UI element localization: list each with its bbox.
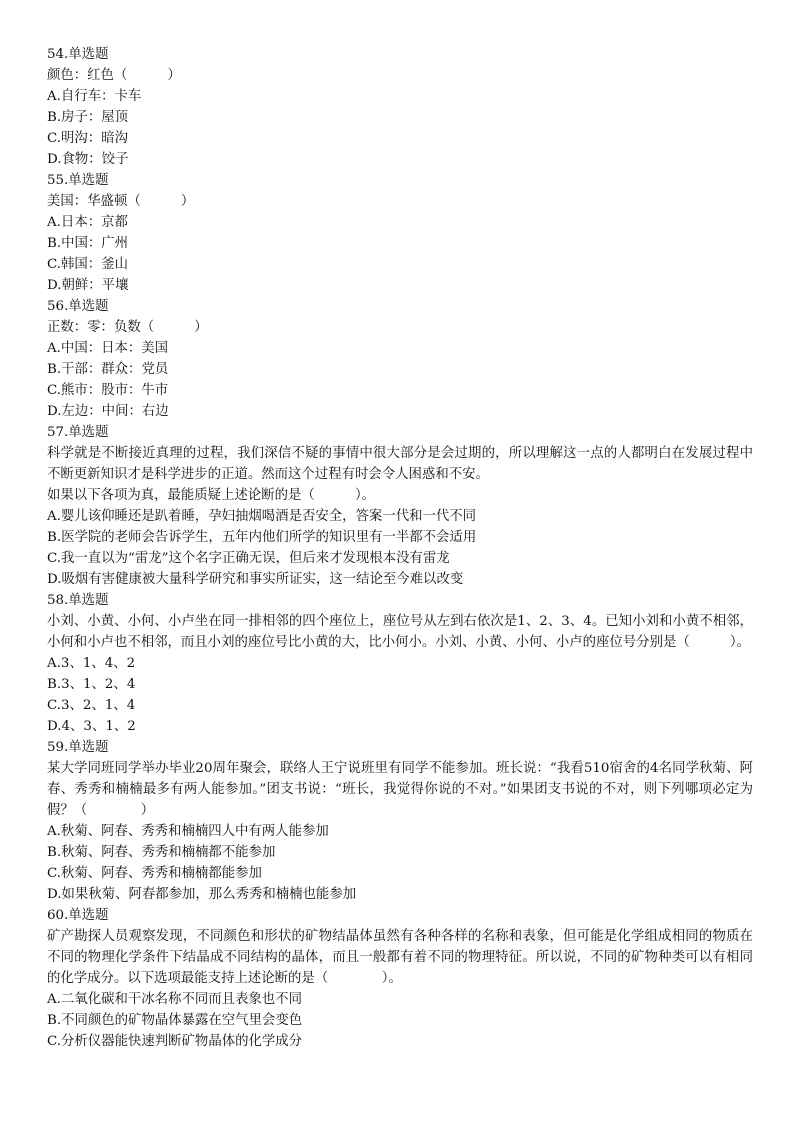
option-d: D.食物：饺子 (47, 152, 129, 167)
option-a: A.秋菊、阿春、秀秀和楠楠四人中有两人能参加 (47, 824, 329, 839)
option-d: D.如果秋菊、阿春都参加，那么秀秀和楠楠也能参加 (47, 887, 357, 902)
question-stem: 矿产勘探人员观察发现，不同颜色和形状的矿物结晶体虽然有各种各样的名称和表象，但可能是化学组成相同的物质在不同的物理化学条件下结晶成不同结构的晶体，而且一般都有着不同的物理特征。所以说，不同的矿物种类可以有相同的化学成分。以下选项最能支持上述论断的是（ ）。 (47, 929, 753, 986)
option-c: C.秋菊、阿春、秀秀和楠楠都能参加 (47, 866, 262, 881)
question-57 (47, 422, 753, 590)
question-56 (47, 296, 753, 422)
question-stem: 某大学同班同学举办毕业20周年聚会，联络人王宁说班里有同学不能参加。班长说：“我看510宿舍的4名同学秋菊、阿春、秀秀和楠楠最多有两人能参加。”团支书说：“班长，我觉得你说的不对。”如果团支书说的不对，则下列哪项必定为假？（ ） (47, 761, 753, 818)
question-header: 56.单选题 (47, 299, 109, 314)
option-d: D.左边：中间：右边 (47, 404, 169, 419)
option-b: B.3、1、2、4 (47, 677, 136, 692)
option-b: B.干部：群众：党员 (47, 362, 169, 377)
option-c: C.我一直以为“雷龙”这个名字正确无误，但后来才发现根本没有雷龙 (47, 551, 450, 566)
option-a: A.日本：京都 (47, 215, 128, 230)
option-c: C.明沟：暗沟 (47, 131, 128, 146)
question-prompt: 如果以下各项为真，最能质疑上述论断的是（ ）。 (47, 488, 376, 503)
question-header: 55.单选题 (47, 173, 109, 188)
question-stem: 正数：零：负数（ ） (47, 320, 208, 335)
option-d: D.4、3、1、2 (47, 719, 136, 734)
option-c: C.3、2、1、4 (47, 698, 136, 713)
question-stem: 小刘、小黄、小何、小卢坐在同一排相邻的四个座位上，座位号从左到右依次是1、2、3、4。已知小刘和小黄不相邻，小何和小卢也不相邻，而且小刘的座位号比小黄的大，比小何小。小刘、小黄、小何、小卢的座位号分别是（ ）。 (47, 614, 753, 650)
option-a: A.中国：日本：美国 (47, 341, 169, 356)
option-a: A.自行车：卡车 (47, 89, 142, 104)
option-b: B.中国：广州 (47, 236, 129, 251)
question-59 (47, 737, 753, 905)
question-54 (47, 44, 753, 170)
option-c: C.韩国：釜山 (47, 257, 128, 272)
option-a: A.二氧化碳和干冰名称不同而且表象也不同 (47, 992, 302, 1007)
question-58 (47, 590, 753, 737)
question-header: 60.单选题 (47, 908, 109, 923)
option-b: B.房子：屋顶 (47, 110, 129, 125)
question-stem: 美国：华盛顿（ ） (47, 194, 195, 209)
option-c: C.分析仪器能快速判断矿物晶体的化学成分 (47, 1034, 303, 1049)
question-header: 58.单选题 (47, 593, 109, 608)
option-d: D.朝鲜：平壤 (47, 278, 129, 293)
option-b: B.秋菊、阿春、秀秀和楠楠都不能参加 (47, 845, 276, 860)
question-stem: 颜色：红色（ ） (47, 68, 181, 83)
question-55 (47, 170, 753, 296)
question-60 (47, 905, 753, 1052)
option-b: B.不同颜色的矿物晶体暴露在空气里会变色 (47, 1013, 303, 1028)
question-header: 57.单选题 (47, 425, 109, 440)
option-c: C.熊市：股市：牛市 (47, 383, 169, 398)
question-stem: 科学就是不断接近真理的过程，我们深信不疑的事情中很大部分是会过期的，所以理解这一点的人都明白在发展过程中不断更新知识才是科学进步的正道。然而这个过程有时会令人困惑和不安。 (47, 446, 753, 482)
option-a: A.3、1、4、2 (47, 656, 136, 671)
question-header: 54.单选题 (47, 47, 109, 62)
option-a: A.婴儿该仰睡还是趴着睡，孕妇抽烟喝酒是否安全，答案一代和一代不同 (47, 509, 477, 524)
question-header: 59.单选题 (47, 740, 109, 755)
exam-page (47, 44, 753, 1052)
option-d: D.吸烟有害健康被大量科学研究和事实所证实，这一结论至今难以改变 (47, 572, 464, 587)
option-b: B.医学院的老师会告诉学生，五年内他们所学的知识里有一半都不会适用 (47, 530, 477, 545)
